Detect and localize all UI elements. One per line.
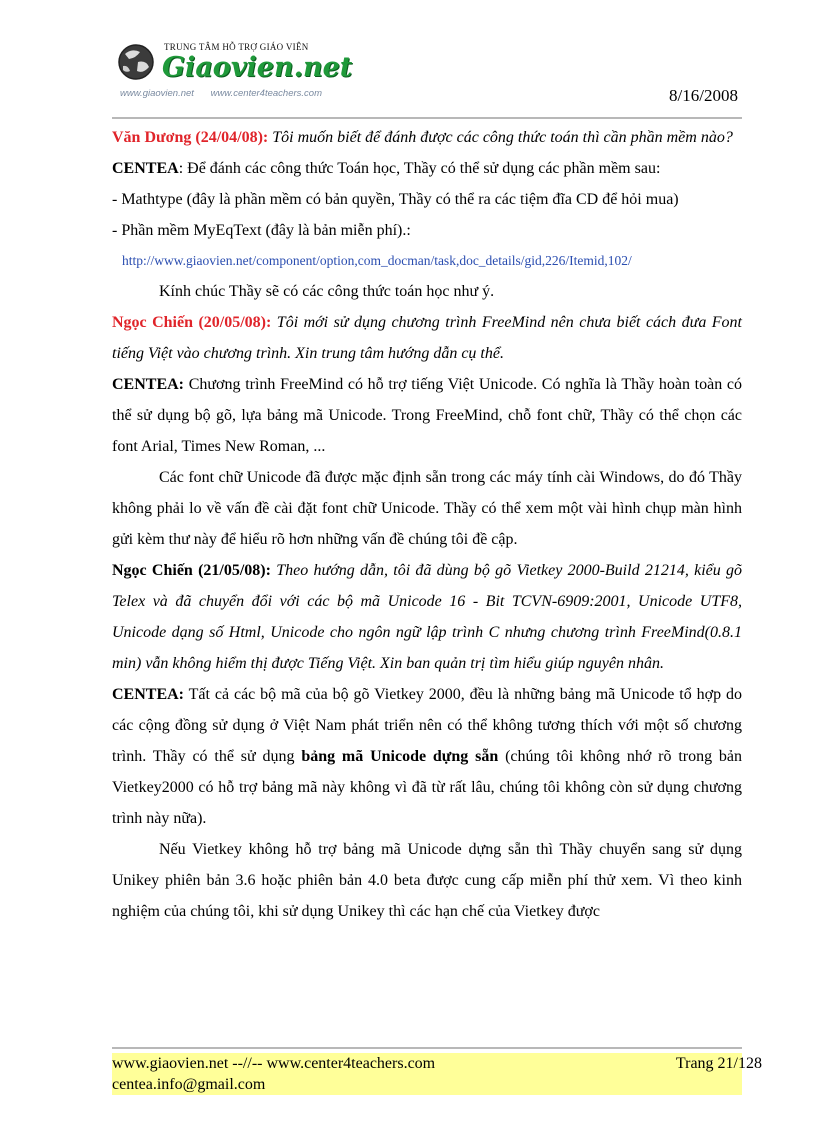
q3-answer-text-a: Tất cả các bộ mã của bộ gõ Vietkey 2000, đều là những bảng mã Unicode tổ hợp do các cộng đồng sử dụng ở Việt Nam phát triển nên có thể không tương thích với một số chương trình. Thầy có thể sử dụng: [112, 686, 742, 765]
q2-asker: Ngọc Chiến (20/05/08):: [112, 314, 272, 331]
q3-paragraph: Nếu Vietkey không hỗ trợ bảng mã Unicode dựng sẵn thì Thầy chuyển sang sử dụng Unikey phiên bản 3.6 hoặc phiên bản 4.0 beta được cung cấp miễn phí thử xem. Vì theo kinh nghiệm của chúng tôi, khi sử dụng Unikey thì các hạn chế của Vietkey được: [112, 841, 742, 920]
logo-tagline: TRUNG TÂM HỖ TRỢ GIÁO VIÊN: [164, 42, 309, 52]
q2-question-text: Tôi mới sử dụng chương trình FreeMind nên chưa biết cách đưa Font tiếng Việt vào chương trình. Xin trung tâm hướng dẫn cụ thể.: [112, 314, 742, 362]
q3-label: CENTEA:: [112, 686, 185, 703]
footer-email[interactable]: centea.info@gmail.com: [112, 1076, 266, 1093]
logo-brand: Giaovien.net: [162, 52, 353, 83]
q1-asker: Văn Dương (24/04/08):: [112, 129, 269, 146]
header-date: 8/16/2008: [669, 86, 738, 105]
q3-question-text: Theo hướng dẫn, tôi đã dùng bộ gõ Vietkey 2000-Build 21214, kiểu gõ Telex và đã chuyển đổi với các bộ mã Unicode 16 - Bit TCVN-6909:2001, Unicode UTF8, Unicode dạng số Html, Unicode cho ngôn ngữ lập trình C nhưng chương trình FreeMind(0.8.1 min) vẫn không hiểm thị được Tiếng Việt. Xin ban quản trị tìm hiểu giúp nguyên nhân.: [112, 562, 742, 672]
q3-asker: Ngọc Chiến (21/05/08):: [112, 562, 271, 579]
q3-answer-text-b: (chúng tôi không nhớ rõ trong bản Vietkey2000 có hỗ trợ bảng mã này không vì đã từ rất lâu, chúng tôi không còn sử dụng chương trình này nữa).: [112, 748, 743, 827]
q3-answer-bold: bảng mã Unicode dựng sẵn: [301, 748, 499, 765]
q2-label: CENTEA:: [112, 376, 185, 393]
q3-answer: [112, 679, 742, 834]
page-number: Trang 21/128: [675, 1055, 762, 1072]
q1-item-myeqtext: - Phần mềm MyEqText (đây là bản miễn phí).:: [112, 222, 411, 239]
q2-paragraph: Các font chữ Unicode đã được mặc định sẵn trong các máy tính cài Windows, do đó Thầy không phải lo về vấn đề cài đặt font chữ Unicode. Thầy có thể xem một vài hình chụp màn hình gửi kèm thư này để hiểu rõ hơn những vấn đề chúng tôi đề cập.: [112, 469, 742, 548]
q3-question: [112, 555, 742, 679]
q1-answer: [112, 153, 742, 184]
page-header: [112, 36, 742, 106]
page-footer: [112, 1053, 762, 1095]
globe-icon: [116, 40, 156, 84]
logo-urls: [120, 88, 336, 99]
q1-question-text: Tôi muốn biết để đánh được các công thức toán thì cần phần mềm nào?: [272, 129, 733, 146]
download-link[interactable]: http://www.giaovien.net/component/option,com_docman/task,doc_details/gid,226/Itemid,102/: [122, 253, 632, 268]
q2-question: [112, 307, 742, 369]
header-divider: [112, 117, 742, 119]
q1-closing: Kính chúc Thầy sẽ có các công thức toán học như ý.: [159, 283, 495, 300]
logo[interactable]: [112, 36, 352, 102]
footer-websites[interactable]: www.giaovien.net --//-- www.center4teachers.com: [112, 1055, 436, 1072]
footer-contacts: [112, 1053, 435, 1095]
logo-url-giaovien: www.giaovien.net: [120, 88, 194, 99]
q1-label: CENTEA: [112, 160, 179, 177]
q1-question: [112, 122, 742, 153]
q2-answer-text: Chương trình FreeMind có hỗ trợ tiếng Việt Unicode. Có nghĩa là Thầy hoàn toàn có thể sử dụng bộ gõ, lựa bảng mã Unicode. Trong FreeMind, chỗ font chữ, Thầy có thể chọn các font Arial, Times New Roman, ...: [112, 376, 742, 455]
logo-url-center4teachers: www.center4teachers.com: [210, 88, 322, 99]
footer-divider: [112, 1047, 742, 1049]
document-body: [112, 122, 742, 927]
q1-answer-text: : Để đánh các công thức Toán học, Thầy có thể sử dụng các phần mềm sau:: [178, 160, 661, 177]
q2-answer: [112, 369, 742, 462]
q1-item-mathtype: - Mathtype (đây là phần mềm có bản quyền, Thầy có thể ra các tiệm đĩa CD để hỏi mua): [112, 191, 679, 208]
